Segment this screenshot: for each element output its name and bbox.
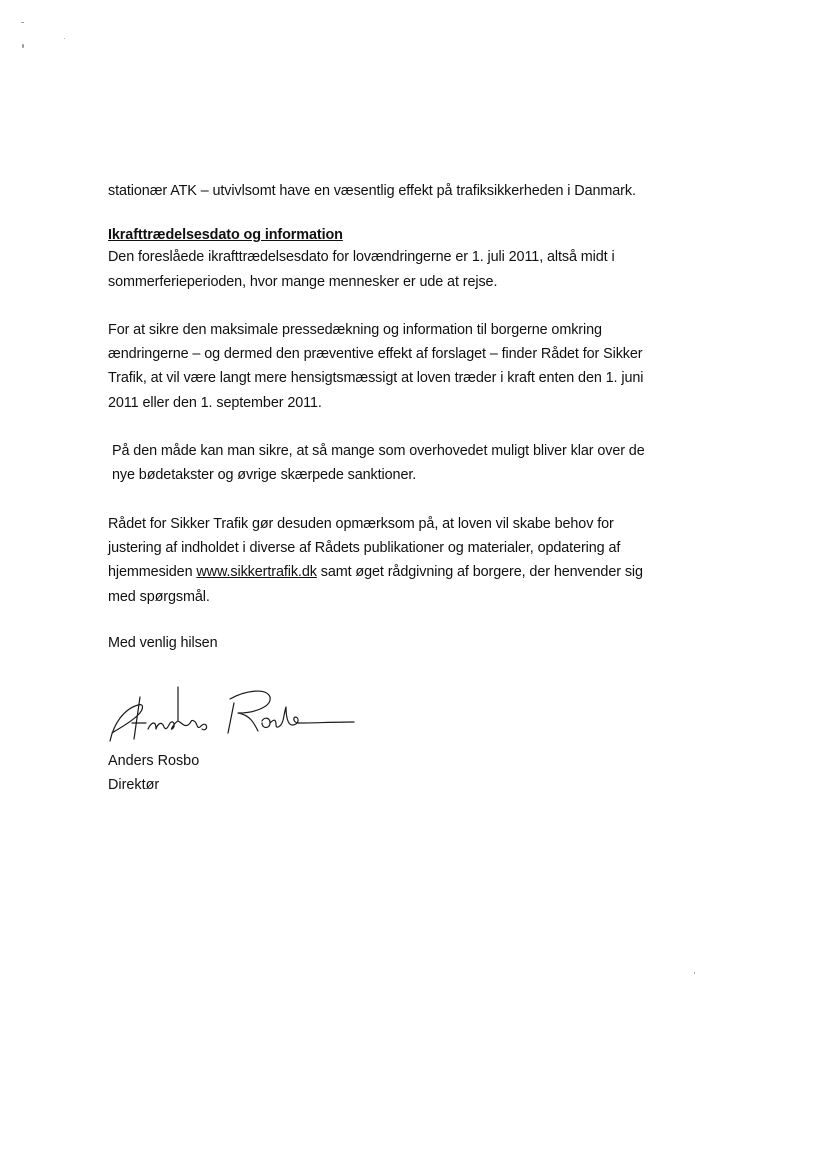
website-link[interactable]: www.sikkertrafik.dk <box>196 564 317 581</box>
paragraph-materials-text-start: Rådet for Sikker Trafik gør desuden opmærksom på, at loven vil skabe behov for justering af indholdet i diverse af Rådets publikationer og materialer, opdatering af hjemmesiden <box>108 515 621 581</box>
scan-speck <box>21 22 24 23</box>
paragraph-materials <box>108 512 648 609</box>
scan-speck <box>64 38 65 39</box>
letter-body <box>108 179 648 655</box>
paragraph-effective-date: Den foreslåede ikrafttrædelsesdato for lovændringerne er 1. juli 2011, altså midt i sommerferieperioden, hvor mange mennesker er ude at rejse. <box>108 249 615 290</box>
paragraph-intro: stationær ATK – utvivlsomt have en væsentlig effekt på trafiksikkerheden i Danmark. <box>108 183 636 199</box>
signer-name: Anders Rosbo <box>108 753 200 769</box>
signer-title: Direktør <box>108 777 160 794</box>
handwritten-signature <box>104 683 364 745</box>
scan-speck <box>694 972 695 974</box>
scan-speck <box>22 44 24 48</box>
section-heading: Ikrafttrædelsesdato og information <box>108 227 343 244</box>
closing-greeting: Med venlig hilsen <box>108 634 218 651</box>
paragraph-awareness: På den måde kan man sikre, at så mange som overhovedet muligt bliver klar over de nye bødetakster og øvrige skærpede sanktioner. <box>112 443 645 484</box>
signature-block <box>108 749 199 798</box>
paragraph-materials-text-end: samt øget rådgivning af borgere, der henvender sig med spørgsmål. <box>108 564 643 605</box>
paragraph-recommendation: For at sikre den maksimale pressedækning og information til borgerne omkring ændringerne – og dermed den præventive effekt af forslaget – finder Rådet for Sikker Trafik, at vil være langt mere hensigtsmæssigt at loven træder i kraft enten den 1. juni 2011 eller den 1. september 2011. <box>108 321 644 411</box>
